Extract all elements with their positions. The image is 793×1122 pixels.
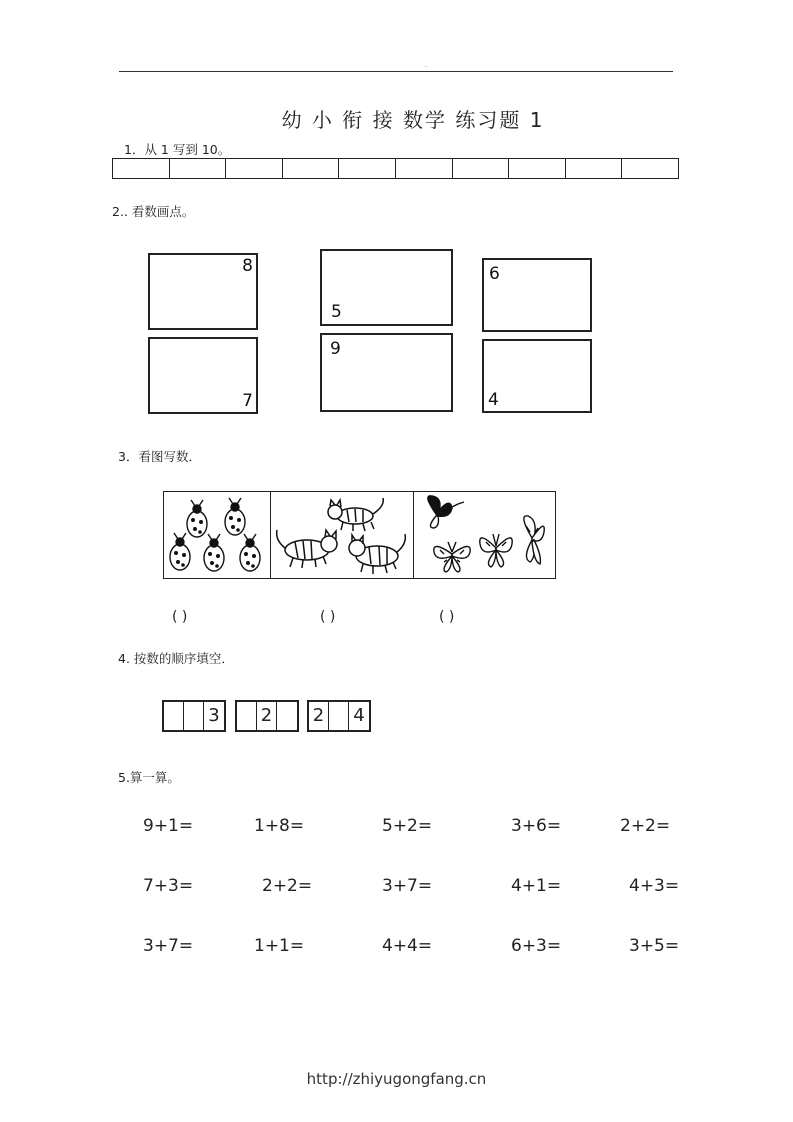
equation[interactable]: 3+7=: [382, 876, 433, 896]
equation[interactable]: 3+7=: [143, 936, 194, 956]
answer-cell[interactable]: [453, 159, 510, 178]
cat-icon: [271, 492, 412, 577]
answer-cell[interactable]: [509, 159, 566, 178]
equation[interactable]: 2+2=: [262, 876, 313, 896]
butterfly-cell: [414, 492, 555, 578]
question-2-label: 2.. 看数画点。: [112, 204, 195, 219]
dot-box-6[interactable]: [482, 258, 592, 332]
dot-box-5[interactable]: [320, 249, 453, 326]
write-1-to-10-grid: [112, 158, 679, 179]
sequence-cell[interactable]: [184, 702, 204, 730]
sequence-group-1: [162, 700, 226, 732]
dot-box-number: 4: [488, 390, 499, 410]
sequence-group-3: [307, 700, 371, 732]
question-5-label: 5.算一算。: [118, 770, 180, 785]
answer-cell[interactable]: [566, 159, 623, 178]
dot-box-4[interactable]: [482, 339, 592, 413]
footer-url: http://zhiyugongfang.cn: [306, 1070, 487, 1088]
dot-box-8[interactable]: [148, 253, 258, 330]
answer-parentheses-ladybugs[interactable]: ( ): [172, 609, 188, 625]
answer-cell[interactable]: [339, 159, 396, 178]
sequence-cell[interactable]: 3: [208, 705, 220, 726]
sequence-cell[interactable]: [329, 702, 349, 730]
equation[interactable]: 9+1=: [143, 816, 194, 836]
dot-box-number: 6: [489, 264, 500, 284]
equation[interactable]: 1+8=: [254, 816, 305, 836]
equation[interactable]: 4+4=: [382, 936, 433, 956]
question-4-label: 4. 按数的顺序填空．: [118, 651, 234, 666]
question-3-label: 3．看图写数．: [118, 449, 201, 464]
page-title: 幼 小 衔 接 数学 练习题 1: [281, 108, 545, 132]
equation[interactable]: 3+6=: [511, 816, 562, 836]
dot-box-number: 9: [330, 339, 341, 359]
equation[interactable]: 5+2=: [382, 816, 433, 836]
answer-cell[interactable]: [283, 159, 340, 178]
sequence-group-2: [235, 700, 299, 732]
answer-cell[interactable]: [396, 159, 453, 178]
ladybug-icon: [164, 492, 269, 577]
dot-box-number: 5: [331, 302, 342, 322]
dot-box-7[interactable]: [148, 337, 258, 414]
equation[interactable]: 4+1=: [511, 876, 562, 896]
equation[interactable]: 1+1=: [254, 936, 305, 956]
butterfly-icon: [414, 492, 553, 577]
question-1-label: 1．从 1 写到 10。: [124, 142, 231, 157]
sequence-cell[interactable]: [277, 702, 297, 730]
answer-cell[interactable]: [226, 159, 283, 178]
picture-strip: [163, 491, 556, 579]
equation[interactable]: 3+5=: [629, 936, 680, 956]
header-rule: [119, 71, 673, 72]
equation[interactable]: 6+3=: [511, 936, 562, 956]
answer-cell[interactable]: [170, 159, 227, 178]
answer-parentheses-cats[interactable]: ( ): [320, 609, 336, 625]
dot-box-number: 8: [242, 256, 253, 276]
dot-box-9[interactable]: [320, 333, 453, 412]
ladybug-cell: [164, 492, 271, 578]
sequence-cell[interactable]: 2: [257, 702, 277, 730]
answer-cell[interactable]: [113, 159, 170, 178]
sequence-cell[interactable]: [164, 702, 184, 730]
answer-parentheses-butterflies[interactable]: ( ): [439, 609, 455, 625]
equation[interactable]: 7+3=: [143, 876, 194, 896]
sequence-cell[interactable]: 2: [309, 702, 329, 730]
cat-cell: [271, 492, 414, 578]
answer-cell[interactable]: [622, 159, 678, 178]
sequence-cell[interactable]: 4: [353, 705, 365, 726]
dot-box-number: 7: [242, 391, 253, 411]
sequence-cell[interactable]: [237, 702, 257, 730]
equation[interactable]: 2+2=: [620, 816, 671, 836]
equation[interactable]: 4+3=: [629, 876, 680, 896]
header-dot: .: [425, 62, 427, 69]
